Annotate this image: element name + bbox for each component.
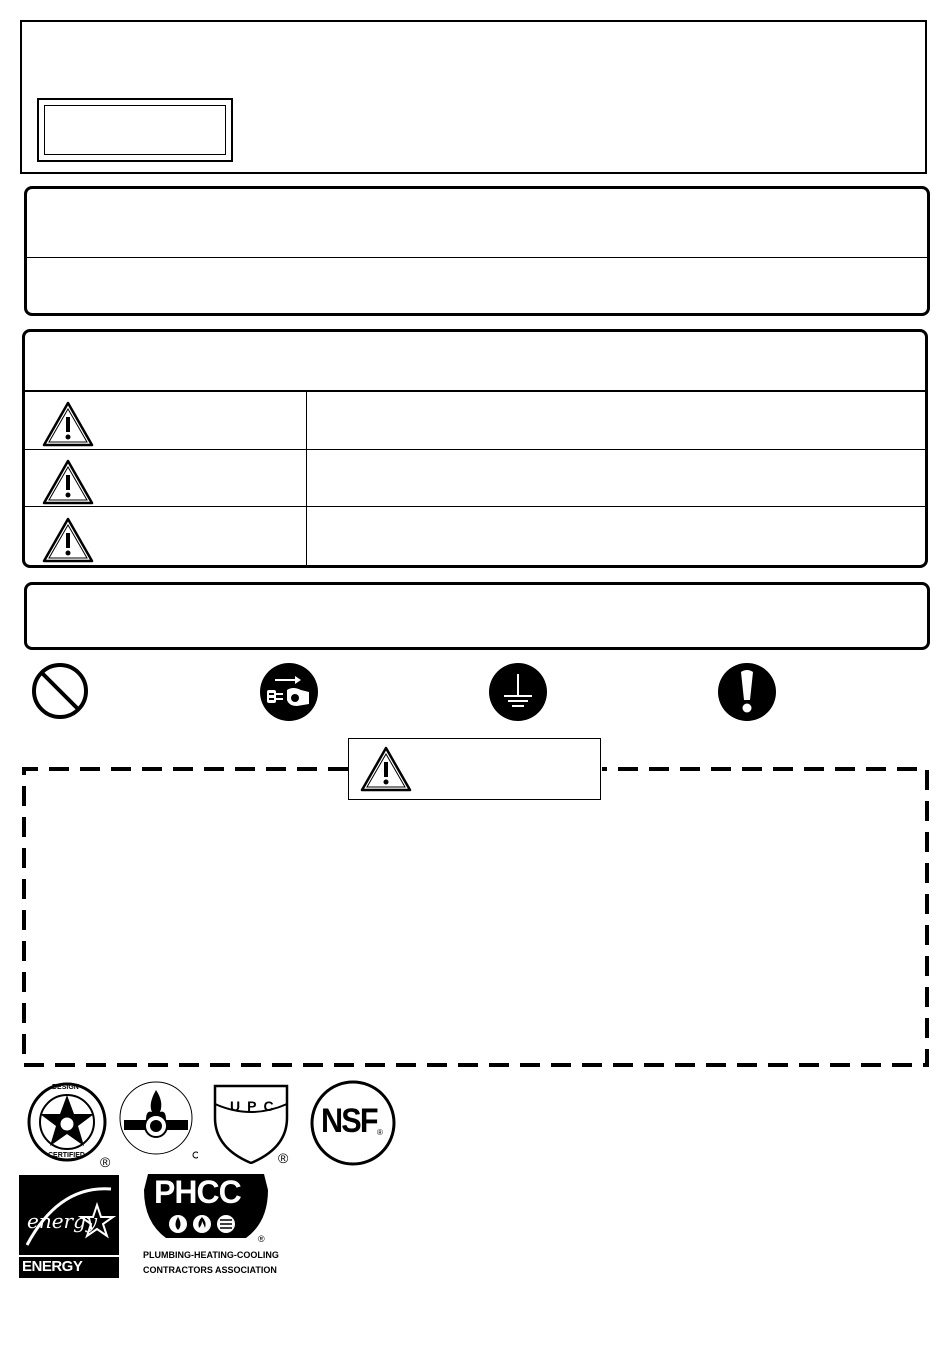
hazard-row-caution bbox=[25, 508, 306, 566]
energy-script: energy bbox=[27, 1209, 98, 1233]
phcc-text: PHCC bbox=[154, 1174, 241, 1210]
registered-mark: ® bbox=[377, 1128, 383, 1137]
hazard-row-warning bbox=[25, 450, 306, 508]
nsf-logo bbox=[310, 1080, 398, 1173]
phcc-line-2: CONTRACTORS ASSOCIATION bbox=[143, 1265, 277, 1275]
design-label: DESIGN bbox=[52, 1084, 79, 1091]
model-number-field bbox=[44, 105, 226, 155]
phcc-logo bbox=[140, 1170, 279, 1280]
model-number-frame bbox=[37, 98, 233, 162]
safety-info-panel bbox=[24, 186, 930, 316]
certified-label: CERTIFIED bbox=[48, 1152, 85, 1159]
warning-triangle-icon bbox=[41, 458, 95, 506]
energy-star-caption: ENERGY STAR bbox=[22, 1258, 83, 1292]
warning-triangle-icon bbox=[41, 516, 95, 564]
registered-mark: ® bbox=[100, 1154, 111, 1170]
registered-mark: ® bbox=[258, 1234, 265, 1244]
energy-star-logo bbox=[19, 1175, 119, 1292]
symbol-explanation-panel bbox=[24, 582, 930, 650]
panel-divider bbox=[27, 257, 927, 258]
unplug-icon bbox=[259, 662, 317, 720]
upc-logo bbox=[212, 1084, 294, 1169]
warning-heading-tab bbox=[348, 738, 601, 800]
upc-text: UPC bbox=[230, 1098, 281, 1114]
prohibited-icon bbox=[31, 662, 89, 720]
gas-flame-certification-logo bbox=[118, 1080, 198, 1165]
warning-triangle-icon bbox=[359, 745, 413, 793]
design-certified-logo bbox=[22, 1080, 118, 1175]
mandatory-action-icon bbox=[717, 662, 775, 720]
phcc-line-1: PLUMBING-HEATING-COOLING bbox=[143, 1250, 279, 1260]
hazard-row-danger bbox=[25, 392, 306, 450]
warning-dashed-box bbox=[22, 767, 929, 1067]
nsf-text: NSF bbox=[321, 1102, 377, 1140]
ground-icon bbox=[488, 662, 546, 720]
registered-mark: ® bbox=[278, 1150, 289, 1166]
hazard-level-table bbox=[22, 329, 928, 568]
table-column-divider bbox=[306, 392, 307, 565]
energy-star-divider bbox=[19, 1255, 119, 1257]
warning-triangle-icon bbox=[41, 400, 95, 448]
